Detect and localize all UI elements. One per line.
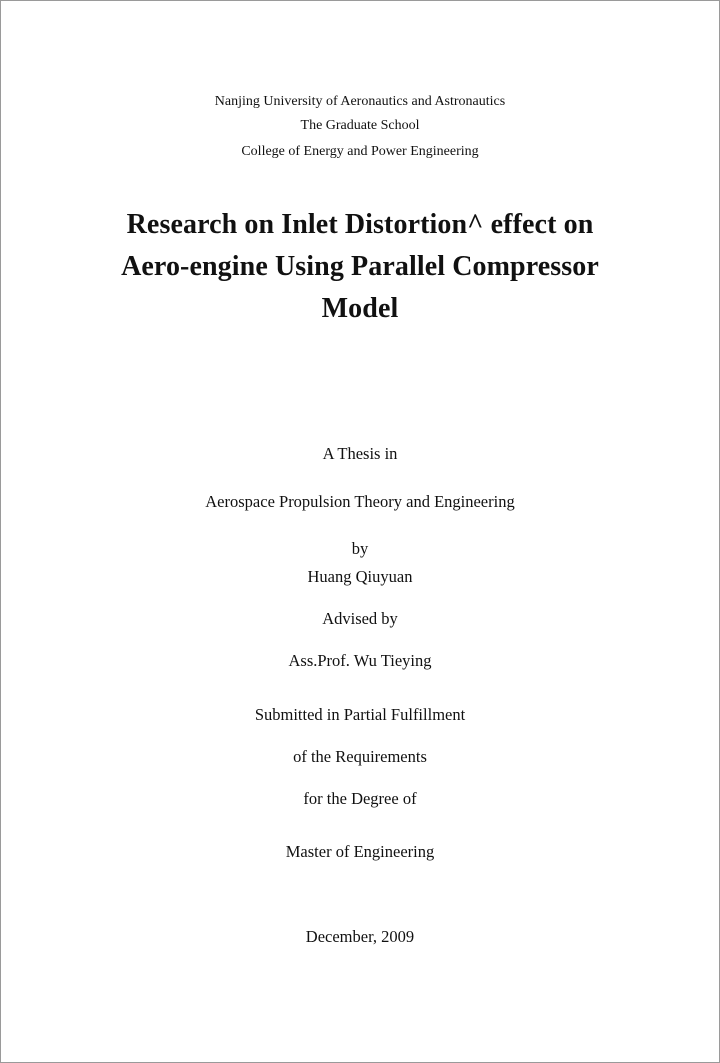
- degree-name: Master of Engineering: [285, 842, 435, 861]
- thesis-field: Aerospace Propulsion Theory and Engineering: [205, 492, 515, 511]
- thesis-title-line-3: Model: [321, 293, 399, 324]
- submission-date: December, 2009: [305, 927, 415, 946]
- advised-by-label: Advised by: [322, 609, 398, 628]
- thesis-label: A Thesis in: [322, 444, 398, 463]
- college-name: College of Energy and Power Engineering: [241, 144, 479, 159]
- author-name: Huang Qiuyuan: [307, 567, 413, 586]
- thesis-title-line-2: Aero-engine Using Parallel Compressor: [121, 251, 599, 282]
- advisor-name: Ass.Prof. Wu Tieying: [288, 651, 432, 670]
- thesis-title-line-1: Research on Inlet Distortion^ effect on: [126, 209, 594, 240]
- submitted-line-1: Submitted in Partial Fulfillment: [254, 705, 466, 724]
- submitted-line-2: of the Requirements: [293, 747, 427, 766]
- university-name: Nanjing University of Aeronautics and Astronautics: [214, 94, 506, 109]
- submitted-line-3: for the Degree of: [303, 789, 417, 808]
- by-label: by: [351, 539, 369, 558]
- graduate-school: The Graduate School: [300, 118, 420, 133]
